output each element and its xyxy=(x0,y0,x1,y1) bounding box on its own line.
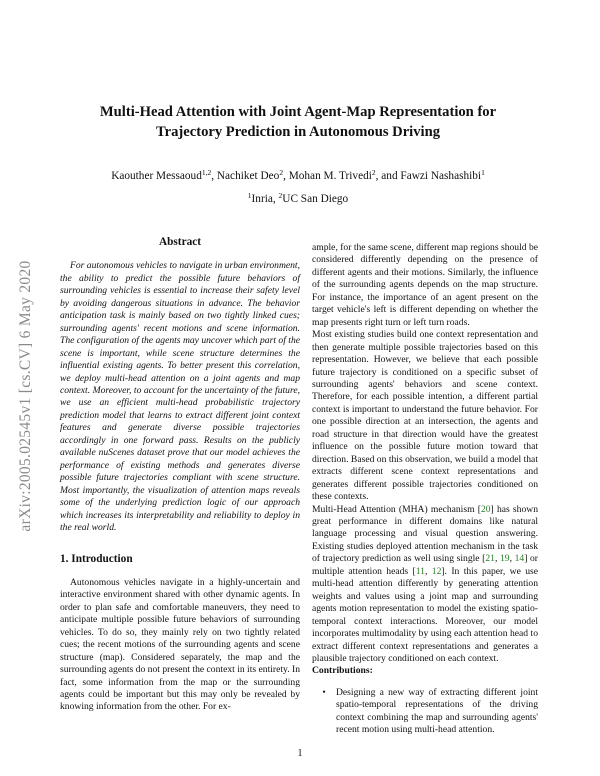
affil-2: UC San Diego xyxy=(282,193,349,205)
contributions-heading: Contributions: xyxy=(312,665,373,677)
right-column xyxy=(312,242,538,737)
citation-link[interactable]: 14 xyxy=(514,553,525,565)
mha-text-c: ] or multiple attention heads [ xyxy=(312,553,538,577)
abstract-text: For autonomous vehicles to navigate in urban environment, the ability to predict the possible future behaviors of surrounding vehicles is essential to increase their safety level by avoiding dangerous situations in advance. The behavior anticipation task is mainly based on two tightly linked cues; surrounding agents' recent motions and scene information. The configuration of the agents may uncover which part of the scene is important, while scene structure determines the influential existing agents. To better present this correlation, we deploy multi-head attention on a joint agents and map context. Moreover, to account for the uncertainty of the future, we use an efficient multi-head probabilistic trajectory prediction model that learns to extract different joint context features and generate diverse possible trajectories accordingly in one forward pass. Results on the publicly available nuScenes dataset prove that our model achieves the performance of existing methods and generates diverse possible future trajectories compliant with scene structure. Most importantly, the visualization of attention maps reveals some of the underlying prediction logic of our approach which increases its interpretability and reliability to deploy in the real world. xyxy=(60,260,300,533)
section-heading-introduction: 1. Introduction xyxy=(60,553,133,566)
arxiv-identifier: arXiv:2005.02545v1 [cs.CV] 6 May 2020 xyxy=(17,260,34,532)
author-1-affil: 1,2 xyxy=(201,168,212,177)
title-line-1: Multi-Head Attention with Joint Agent-Map Representation for xyxy=(99,104,497,120)
author-3: , Mohan M. Trivedi xyxy=(283,170,372,182)
author-4: , and Fawzi Nashashibi xyxy=(375,170,482,182)
mha-text-d: ]. In this paper, we use multi-head attention differently by generating attention weights and values using a joint map and surrounding agents motion representation to model the existing spatio-temporal context interactions. Moreover, our model incorporates multimodality by using each attention head to extract different context representations and generates a plausible trajectory conditioned on each context. xyxy=(312,565,539,664)
author-3-affil: 2 xyxy=(371,168,376,177)
title-line-2: Trajectory Prediction in Autonomous Driving xyxy=(155,124,441,140)
citation-link[interactable]: 11 xyxy=(415,565,425,577)
citation-link[interactable]: 19 xyxy=(499,553,510,565)
citation-separator: , xyxy=(424,565,432,577)
author-list xyxy=(60,169,536,183)
citation-link[interactable]: 12 xyxy=(431,565,442,577)
page-number: 1 xyxy=(297,748,303,759)
contribution-text: Designing a new way of extracting different joint spatio-temporal representations of the driving context combining the map and surrounding agents' recent motion using multi-head attention. xyxy=(336,686,538,736)
author-4-affil: 1 xyxy=(481,168,485,177)
citation-separator: , xyxy=(509,553,515,565)
affiliations xyxy=(60,192,536,206)
arxiv-sidebar xyxy=(6,206,46,586)
affil-1: Inria, xyxy=(251,193,279,205)
paper-title xyxy=(60,102,536,142)
left-column xyxy=(60,236,300,714)
author-2: , Nachiket Deo xyxy=(211,170,280,182)
right-paragraph-3 xyxy=(312,504,538,666)
author-2-affil: 2 xyxy=(279,168,284,177)
mha-text-b: ] has shown great performance in different domains like natural language processing and visual question answering. Existing studies deployed attention mechanism in the task of trajectory prediction as well using single [ xyxy=(312,503,538,565)
affil-1-mark: 1 xyxy=(247,191,252,200)
bullet-marker: • xyxy=(322,686,326,698)
citation-separator: , xyxy=(494,553,500,565)
citation-link[interactable]: 21 xyxy=(485,553,495,565)
author-1: Kaouther Messaoud xyxy=(111,170,202,182)
contribution-item xyxy=(312,687,538,737)
abstract-heading: Abstract xyxy=(158,236,202,248)
right-paragraph-2: Most existing studies build one context representation and then generate multiple possible trajectories based on this representation. However, we believe that each possible future trajectory is conditioned on a specific subset of surrounding agents' behaviors and scene context. Therefore, for each possible intention, a different partial context is important to understand the future behavior. For one possible direction at an intersection, the agents and road structure in that direction would have the greatest influence on the possible future motion toward that direction. Based on this observation, we build a model that extracts different scene context representations and generates different possible trajectories conditioned on these contexts. xyxy=(312,329,538,503)
citation-link[interactable]: 20 xyxy=(480,503,491,515)
affil-2-mark: 2 xyxy=(278,191,283,200)
right-paragraph-1: ample, for the same scene, different map regions should be considered differently depending on the presence of different agents and their motions. Similarly, the influence of the surrounding agents depends on the map structure. For instance, the importance of an agent present on the target vehicle's left is different depending on whether the map presents right turn or left turn roads. xyxy=(312,242,539,328)
intro-paragraph-1: Autonomous vehicles navigate in a highly-uncertain and interactive environment shared with other dynamic agents. In order to plan safe and comfortable maneuvers, they need to anticipate multiple possible future behaviors of surrounding vehicles. To do so, they mainly rely on two tightly related cues; the recent motions of the surrounding agents and scene structure (map). Considered separately, the map and the surrounding agents do not present the context in its entirety. In fact, some information from the map or the surrounding agents could be important but this may only be revealed by knowing information from the other. For ex- xyxy=(60,576,300,713)
mha-text-a: Multi-Head Attention (MHA) mechanism [ xyxy=(312,503,481,515)
